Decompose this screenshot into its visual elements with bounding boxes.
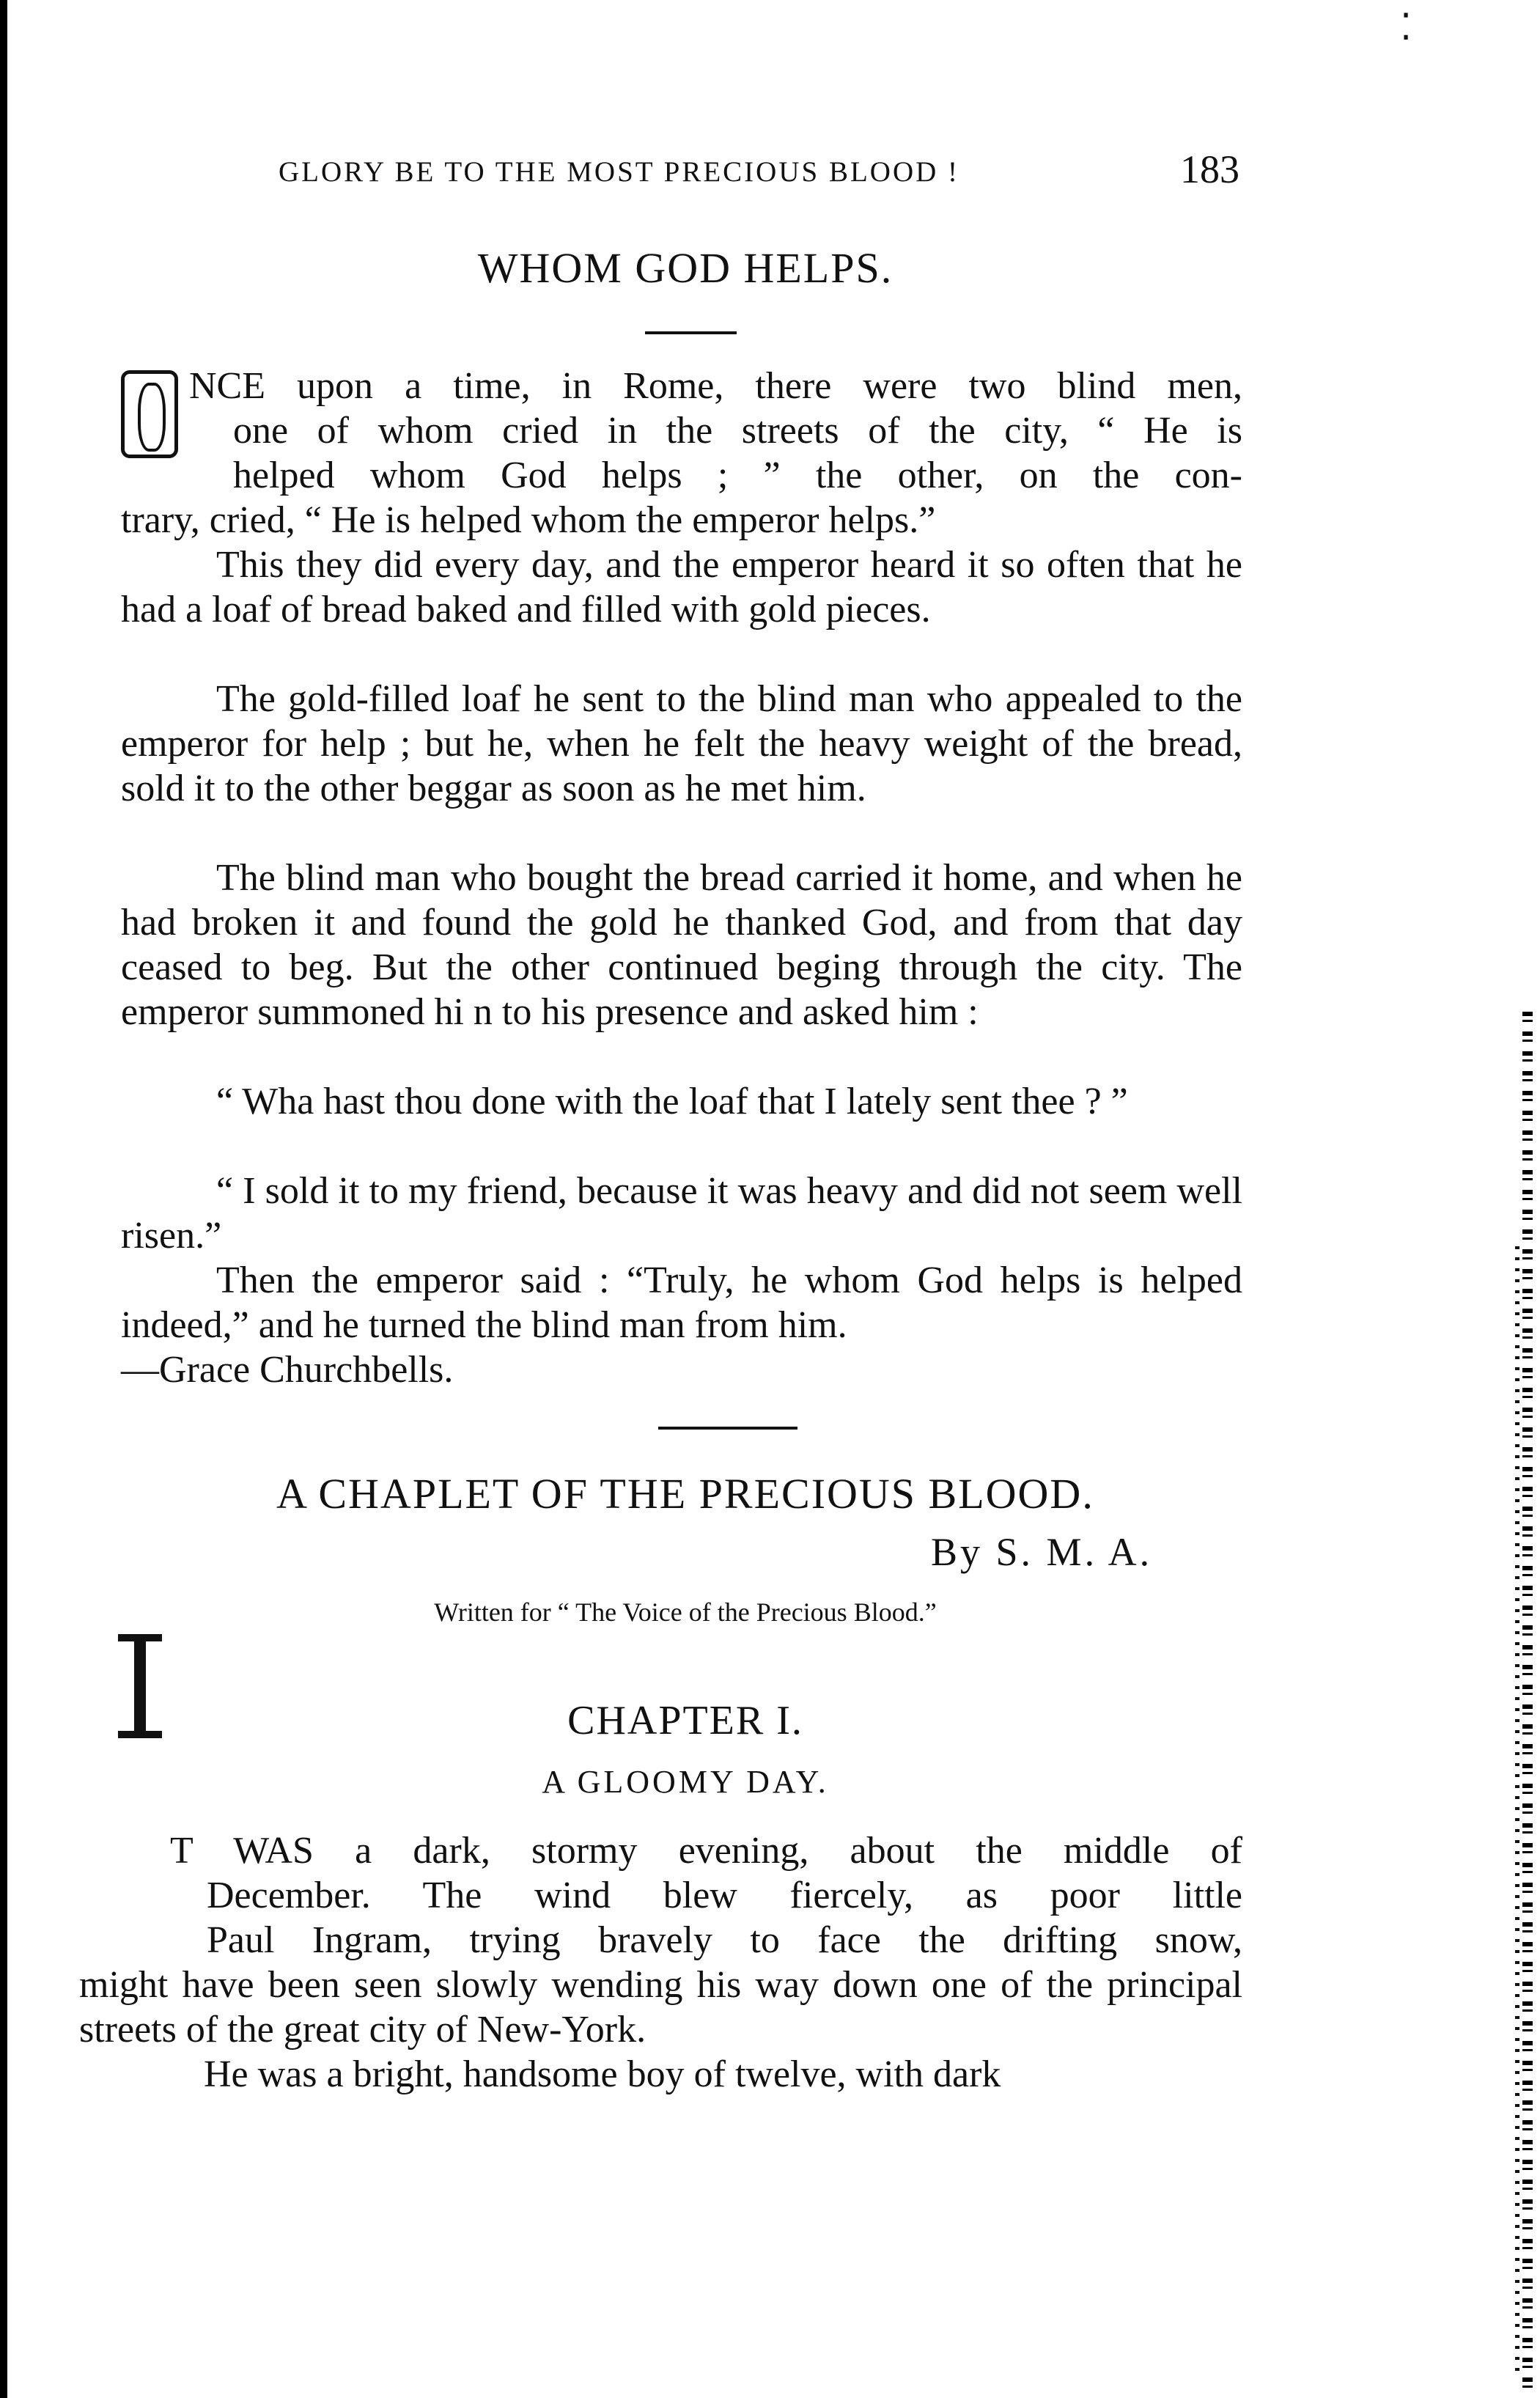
dropcap-i-ornament (114, 1631, 165, 1741)
chapter-lead-line-2: December. The wind blew fiercely, as poor little (207, 1875, 1242, 1916)
paragraph-bright-boy: He was a bright, handsome boy of twelve, with dark (204, 2053, 1001, 2095)
byline: By S. M. A. (931, 1530, 1153, 1574)
title-rule (645, 331, 737, 334)
dropcap-o-ornament (121, 370, 178, 458)
chapter-lead-line-1: T WAS a dark, stormy evening, about the middle of (170, 1830, 1242, 1872)
chapter-number: CHAPTER I. (567, 1698, 803, 1743)
lead-line-3: helped whom God helps ; ” the other, on the con- (233, 455, 1242, 496)
written-for-note: Written for “ The Voice of the Precious Blood.” (434, 1597, 937, 1627)
paragraph-sold-to-friend: “ I sold it to my friend, because it was heavy and did not seem well risen.” (121, 1170, 1242, 1257)
article-title-chaplet: A CHAPLET OF THE PRECIOUS BLOOD. (276, 1470, 1094, 1518)
paragraph-emperor-question: “ Wha hast thou done with the loaf that I lately sent thee ? ” (216, 1081, 1128, 1122)
scan-right-edge-inner (1515, 1246, 1519, 2375)
chapter-title: A GLOOMY DAY. (542, 1764, 829, 1800)
page-number: 183 (1180, 147, 1239, 191)
article-title-whom-god-helps: WHOM GOD HELPS. (477, 244, 894, 292)
lead-line-4: trary, cried, “ He is helped whom the emperor helps.” (121, 499, 936, 541)
paragraph-emperor-said: Then the emperor said : “Truly, he whom God helps is helped indeed,” and he turned the blind man from him. (121, 1259, 1242, 1346)
chapter-lead-rest: might have been seen slowly wending his way down one of the principal streets of the great city of New-York. (79, 1964, 1242, 2051)
signature: —Grace Churchbells. (121, 1349, 454, 1391)
scan-left-border (0, 0, 7, 2398)
lead-line-1: NCE upon a time, in Rome, there were two blind men, (189, 365, 1242, 407)
paragraph-gold-filled-loaf: The gold-filled loaf he sent to the blind man who appealed to the emperor for help ; but he, when he felt the heavy weight of the bread, sold it to the other beggar as soon as he met him. (121, 678, 1242, 809)
chapter-lead-line-3: Paul Ingram, trying bravely to face the drifting snow, (207, 1919, 1242, 1961)
paragraph-blind-man-bought: The blind man who bought the bread carried it home, and when he had broken it and found the gold he thanked God, and from that day ceased to beg. But the other continued beging through the city. The emperor summoned hi n to his presence and asked him : (121, 857, 1242, 1033)
lead-line-2: one of whom cried in the streets of the city, “ He is (233, 410, 1242, 452)
section-divider (658, 1427, 797, 1430)
scan-corner-marks: ⁚ (1400, 7, 1412, 48)
paragraph-every-day: This they did every day, and the emperor heard it so often that he had a loaf of bread baked and filled with gold pieces. (121, 544, 1242, 630)
scan-right-edge (1522, 1012, 1533, 2390)
running-head: GLORY BE TO THE MOST PRECIOUS BLOOD ! (279, 156, 960, 188)
